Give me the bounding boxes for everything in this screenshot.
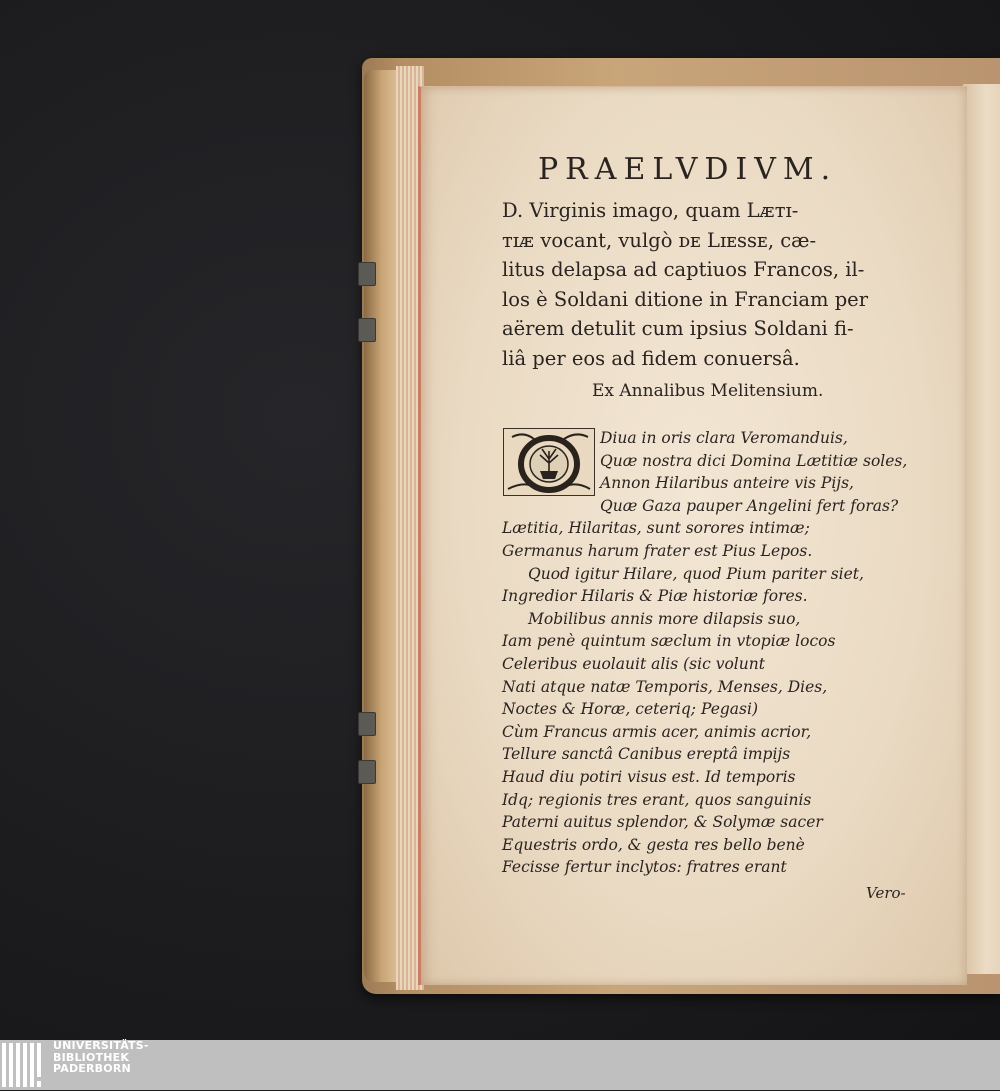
poem-line: Tellure sanctâ Canibus ereptâ impijs xyxy=(502,745,791,764)
intro-line: ᴛɪᴁ vocant, vulgò ᴅᴇ Lɪᴇssᴇ, cæ- xyxy=(502,228,817,252)
logo-line: BIBLIOTHEK xyxy=(53,1050,130,1064)
source-line: Ex Annalibus Melitensium. xyxy=(592,381,824,401)
intro-line: litus delapsa ad captiuos Francos, il- xyxy=(502,258,865,281)
poem-line: Haud diu potiri visus est. Id temporis xyxy=(502,767,796,786)
poem-line: Quæ Gaza pauper Angelini fert foras? xyxy=(600,496,899,515)
intro-line: liâ per eos ad fidem conuersâ. xyxy=(502,346,800,370)
poem-line: Ingredior Hilaris & Piæ historiæ fores. xyxy=(502,587,808,606)
poem-line: Annon Hilaribus anteire vis Pijs, xyxy=(600,474,854,493)
poem-line: Fecisse fertur inclytos: fratres erant xyxy=(502,858,787,877)
poem-line: Mobilibus annis more dilapsis suo, xyxy=(528,609,801,628)
poem-line: Germanus harum frater est Pius Lepos. xyxy=(502,541,813,560)
logo-line: UNIVERSITÄTS- xyxy=(53,1039,149,1052)
clasp-lower xyxy=(358,712,376,736)
poem-line: Lætitia, Hilaritas, sunt sorores intimæ; xyxy=(502,519,810,538)
intro-line: D. Virginis imago, quam Lᴁᴛɪ- xyxy=(502,199,799,222)
catchword: Vero- xyxy=(866,884,906,902)
intro-paragraph xyxy=(502,196,922,373)
poem-line: Quod igitur Hilare, quod Pium pariter siet, xyxy=(528,564,864,583)
facing-page-edge xyxy=(962,84,1000,974)
poem-line: Cùm Francus armis acer, animis acrior, xyxy=(502,722,812,741)
poem-line: Iam penè quintum sæclum in vtopiæ locos xyxy=(502,632,836,651)
clasp-bottom xyxy=(358,760,376,784)
poem-line: Paterni auitus splendor, & Solymæ sacer xyxy=(502,813,823,832)
poem-line: Noctes & Horæ, ceteriq; Pegasi) xyxy=(502,700,758,719)
page-title: PRAELVDIVM. xyxy=(538,152,838,187)
clasp-mid xyxy=(358,318,376,342)
poem-line: Celeribus euolauit alis (sic volunt xyxy=(502,654,765,673)
library-logo-text xyxy=(53,1040,149,1075)
poem-line: Nati atque natæ Temporis, Menses, Dies, xyxy=(502,677,828,696)
intro-line: los è Soldani ditione in Franciam per xyxy=(502,287,869,311)
poem-line: Equestris ordo, & gesta res bello benè xyxy=(502,835,805,854)
clasp-top xyxy=(358,262,376,286)
logo-line: PADERBORN xyxy=(53,1062,131,1075)
poem-line: Quæ nostra dici Domina Lætitiæ soles, xyxy=(600,451,908,470)
library-logo-icon xyxy=(2,1043,46,1087)
poem xyxy=(502,427,922,879)
poem-line: Diua in oris clara Veromanduis, xyxy=(600,429,848,447)
footer-bar xyxy=(0,1040,1000,1090)
poem-line: Idq; regionis tres erant, quos sanguinis xyxy=(502,790,812,809)
intro-line: aërem detulit cum ipsius Soldani fi- xyxy=(502,317,854,340)
